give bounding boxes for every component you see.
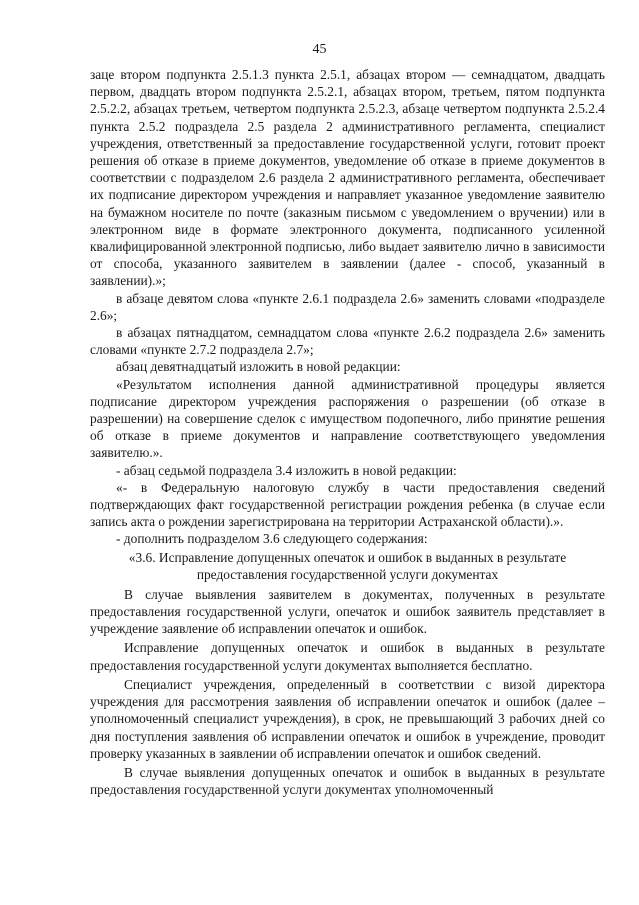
paragraph-quoted-result: «Результатом исполнения данной административной процедуры является подписание директором учреждения распоряжения о разрешении (об отказе в разрешении) на совершение сделок с имуществом подопечного, либо принятие решения об отказе в приеме документов и направление соответствующего уведомления заявителю.».: [90, 376, 605, 461]
section-heading: [90, 549, 605, 584]
section-heading-line-2: предоставления государственной услуги документах: [196, 567, 499, 583]
section-paragraph-3: Специалист учреждения, определенный в соответствии с визой директора учреждения для рассмотрения заявления об исправлении опечаток и ошибок (далее – уполномоченный специалист учреждения), в срок, не превышающий 3 рабочих дней со дня поступления заявления об исправлении опечаток и ошибок в учреждение, проводит проверку указанных в заявлении об исправлении опечаток и ошибок сведений.: [90, 676, 605, 761]
section-paragraph-2: Исправление допущенных опечаток и ошибок в выданных в результате предоставления государственной услуги документах выполняется бесплатно.: [90, 640, 605, 673]
section-heading-line-1: «3.6. Исправление допущенных опечаток и ошибок в выданных в результате: [128, 549, 567, 565]
paragraph-amendment-4: - абзац седьмой подраздела 3.4 изложить в новой редакции:: [116, 462, 457, 478]
page-number: 45: [312, 42, 327, 57]
section-paragraph-1: В случае выявления заявителем в документах, полученных в результате предоставления государственной услуги, опечаток и ошибок заявитель представляет в учреждение заявление об исправлении опечаток и ошибок.: [90, 586, 605, 637]
paragraph-amendment-5: - дополнить подразделом 3.6 следующего содержания:: [116, 531, 428, 547]
paragraph-continuation: заце втором подпункта 2.5.1.3 пункта 2.5.1, абзацах втором — семнадцатом, двадцать первом, двадцать втором подпункта 2.5.2.1, абзацах втором, третьем, пятом подпункта 2.5.2.2, абзацах третьем, четвертом подпункта 2.5.2.3, абзаце четвертом подпункта 2.5.2.4 пункта 2.5.2 подраздела 2.5 раздела 2 административного регламента, специалист учреждения, ответственный за предоставление государственной услуги, готовит проект решения об отказе в приеме документов, уведомление об отказе в приеме документов в соответствии с подразделом 2.6 раздела 2 административного регламента, обеспечивает их подписание директором учреждения и направляет указанное уведомление заявителю на бумажном носителе по почте (заказным письмом с уведомлением о вручении) или в электронном виде в формате электронного документа, подписанного усиленной квалифицированной электронной подписью, либо выдает заявителю лично в зависимости от способа, указанного заявителем в заявлении (далее - способ, указанный в заявлении).»;: [90, 67, 605, 289]
paragraph-amendment-3: абзац девятнадцатый изложить в новой редакции:: [116, 359, 401, 375]
paragraph-quoted-tax: «- в Федеральную налоговую службу в части предоставления сведений подтверждающих факт государственной регистрации рождения ребенка (в случае если запись акта о рождении зарегистрирована на территории Астраханской области).».: [90, 479, 605, 530]
paragraph-amendment-1: в абзаце девятом слова «пункте 2.6.1 подраздела 2.6» заменить словами «подразделе 2.6»;: [90, 290, 605, 323]
document-body: [90, 66, 605, 798]
paragraph-amendment-2: в абзацах пятнадцатом, семнадцатом слова «пункте 2.6.2 подраздела 2.6» заменить словами «пункте 2.7.2 подраздела 2.7»;: [90, 325, 605, 358]
section-paragraph-4: В случае выявления допущенных опечаток и ошибок в выданных в результате предоставления государственной услуги документах уполномоченный: [90, 764, 605, 798]
